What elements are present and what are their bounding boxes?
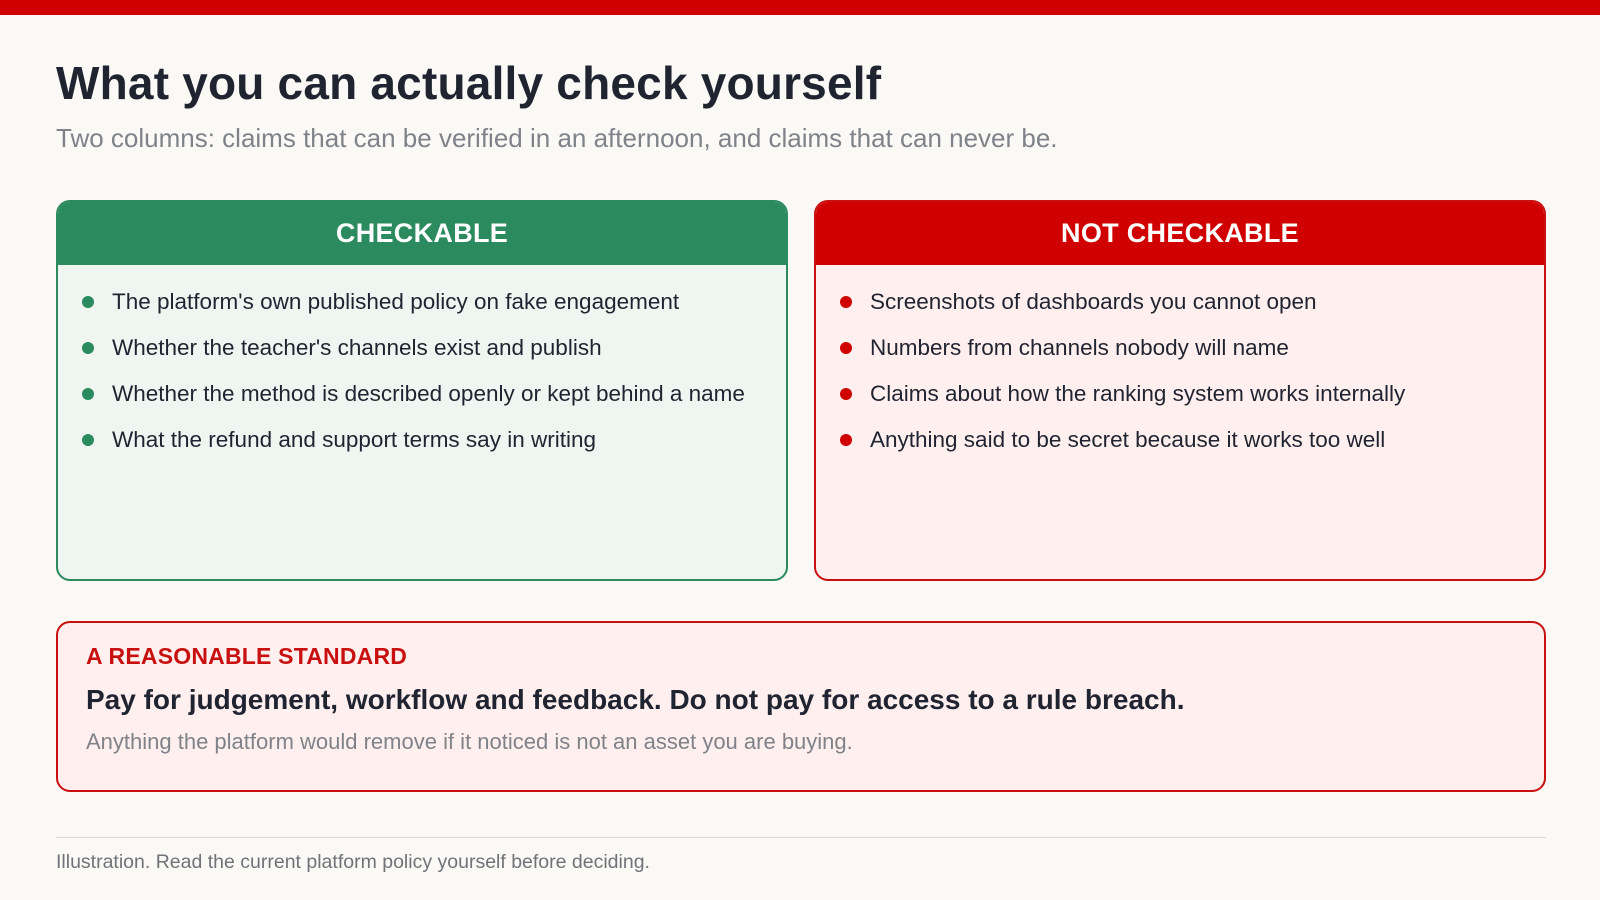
footer-note: Illustration. Read the current platform policy yourself before deciding.: [56, 851, 650, 873]
list-item-text: Anything said to be secret because it works too well: [870, 427, 1386, 452]
bullet-dot-icon: [840, 434, 852, 446]
bullet-dot-icon: [840, 342, 852, 354]
list-item-text: Numbers from channels nobody will name: [870, 335, 1289, 360]
list-item: [112, 287, 746, 317]
checkable-list: [58, 265, 786, 455]
not-checkable-header: NOT CHECKABLE: [816, 202, 1544, 265]
not-checkable-list: [816, 265, 1544, 455]
list-item: [112, 333, 746, 363]
list-item-text: What the refund and support terms say in writing: [112, 427, 596, 452]
page-subtitle: Two columns: claims that can be verified in an afternoon, and claims that can never be.: [56, 123, 1058, 153]
not-checkable-card: [814, 200, 1546, 581]
list-item: [870, 287, 1504, 317]
bullet-dot-icon: [82, 342, 94, 354]
bullet-dot-icon: [82, 296, 94, 308]
list-item: [870, 425, 1504, 455]
page-title: What you can actually check yourself: [56, 57, 882, 109]
bullet-dot-icon: [840, 296, 852, 308]
checkable-header: CHECKABLE: [58, 202, 786, 265]
list-item: [870, 333, 1504, 363]
standard-label: A REASONABLE STANDARD: [86, 643, 408, 669]
bullet-dot-icon: [82, 434, 94, 446]
list-item-text: Whether the method is described openly or kept behind a name: [112, 381, 745, 406]
list-item: [870, 379, 1504, 409]
standard-headline: Pay for judgement, workflow and feedback. Do not pay for access to a rule breach.: [86, 684, 1185, 715]
reasonable-standard-box: [56, 621, 1546, 792]
list-item-text: Whether the teacher's channels exist and publish: [112, 335, 602, 360]
list-item: [112, 425, 746, 455]
footer-divider: [56, 837, 1546, 838]
list-item-text: Screenshots of dashboards you cannot open: [870, 289, 1317, 314]
list-item: [112, 379, 746, 409]
checkable-card: [56, 200, 788, 581]
bullet-dot-icon: [82, 388, 94, 400]
list-item-text: The platform's own published policy on fake engagement: [112, 289, 680, 314]
standard-note: Anything the platform would remove if it noticed is not an asset you are buying.: [86, 729, 853, 754]
bullet-dot-icon: [840, 388, 852, 400]
top-accent-bar: [0, 0, 1600, 15]
list-item-text: Claims about how the ranking system works internally: [870, 381, 1406, 406]
